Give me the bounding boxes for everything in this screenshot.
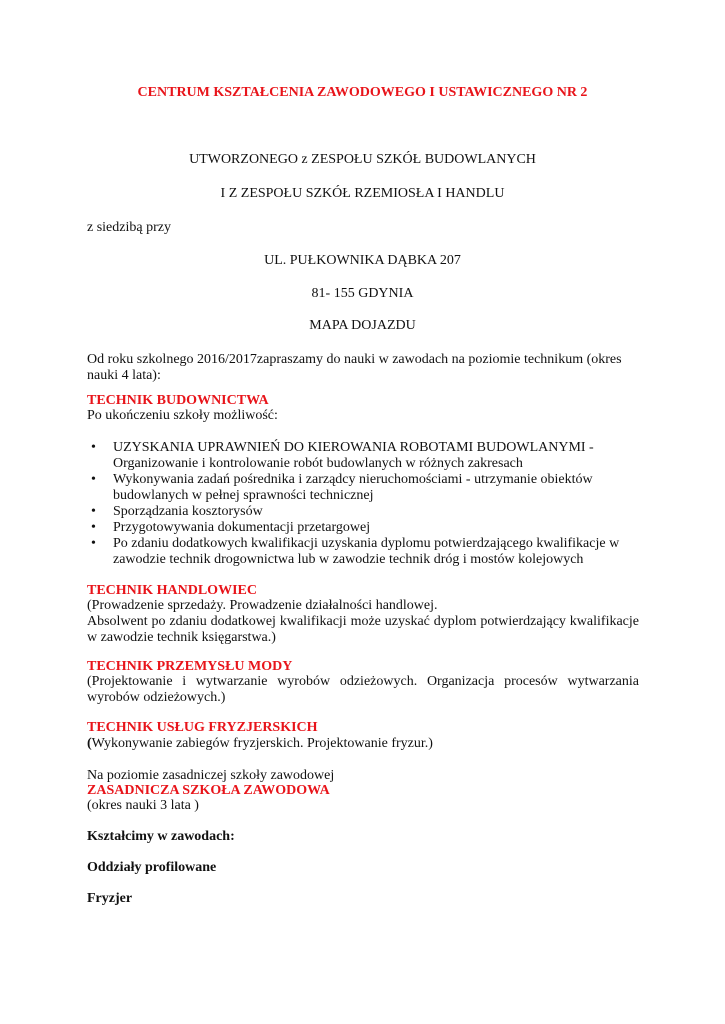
list-item: • UZYSKANIA UPRAWNIEŃ DO KIEROWANIA ROBOTAMI BUDOWLANYMI - Organizowanie i kontrolowanie robót budowlanych w różnych zakresach: [91, 440, 594, 471]
profiled-heading: Oddziały profilowane: [87, 860, 217, 875]
section-heading-mody: TECHNIK PRZEMYSŁU MODY: [87, 659, 293, 674]
section-body-fryzjerskich: (Wykonywanie zabiegów fryzjerskich. Projektowanie fryzur.): [87, 736, 433, 751]
intro-paragraph: Od roku szkolnego 2016/2017zapraszamy do nauki w zawodach na poziomie technikum (okres nauki 4 lata):: [87, 352, 622, 383]
section-heading-fryzjerskich: TECHNIK USŁUG FRYZJERSKICH: [87, 720, 318, 735]
map-link[interactable]: MAPA DOJAZDU: [309, 318, 416, 333]
list-item: • Przygotowywania dokumentacji przetargowej: [91, 520, 371, 535]
institution-title: CENTRUM KSZTAŁCENIA ZAWODOWEGO I USTAWICZNEGO NR 2: [137, 85, 588, 100]
section-body-handlowiec: (Prowadzenie sprzedaży. Prowadzenie działalności handlowej. Absolwent po zdaniu dodatkowej kwalifikacji może uzyskać dyplom potwierdzający kwalifikacje w zawodzie technik księgarstwa.): [87, 598, 639, 645]
subtitle-line-1: UTWORZONEGO z ZESPOŁU SZKÓŁ BUDOWLANYCH: [189, 152, 536, 167]
bullet-icon: •: [91, 472, 96, 487]
list-item: • Po zdaniu dodatkowych kwalifikacji uzyskania dyplomu potwierdzającego kwalifikacje w zawodzie technik drogownictwa lub w zawodzie technik dróg i mostów kolejowych: [91, 536, 620, 567]
section-subheading: Po ukończeniu szkoły możliwość:: [87, 408, 278, 423]
address-street: UL. PUŁKOWNIKA DĄBKA 207: [264, 253, 461, 268]
profession-fryzjer: Fryzjer: [87, 891, 133, 906]
section-heading-handlowiec: TECHNIK HANDLOWIEC: [87, 583, 257, 598]
seat-text: z siedzibą przy: [87, 220, 171, 235]
address-city: 81- 155 GDYNIA: [311, 286, 414, 301]
vocational-duration: (okres nauki 3 lata ): [87, 798, 199, 813]
bullet-list: [87, 440, 639, 568]
section-heading-budownictwa: TECHNIK BUDOWNICTWA: [87, 393, 269, 408]
section-body-mody: (Projektowanie i wytwarzanie wyrobów odzieżowych. Organizacja procesów wytwarzania wyrobów odzieżowych.): [87, 674, 639, 705]
list-item: • Wykonywania zadań pośrednika i zarządcy nieruchomościami - utrzymanie obiektów budowlanych w pełnej sprawności technicznej: [91, 472, 593, 503]
professions-heading: Kształcimy w zawodach:: [87, 829, 235, 844]
vocational-intro: Na poziomie zasadniczej szkoły zawodowej: [87, 768, 335, 783]
bullet-icon: •: [91, 504, 96, 519]
vocational-heading: ZASADNICZA SZKOŁA ZAWODOWA: [87, 783, 330, 798]
list-item: • Sporządzania kosztorysów: [91, 504, 263, 519]
bullet-icon: •: [91, 520, 96, 535]
bullet-icon: •: [91, 440, 96, 455]
bullet-icon: •: [91, 536, 96, 551]
subtitle-line-2: I Z ZESPOŁU SZKÓŁ RZEMIOSŁA I HANDLU: [220, 186, 505, 201]
